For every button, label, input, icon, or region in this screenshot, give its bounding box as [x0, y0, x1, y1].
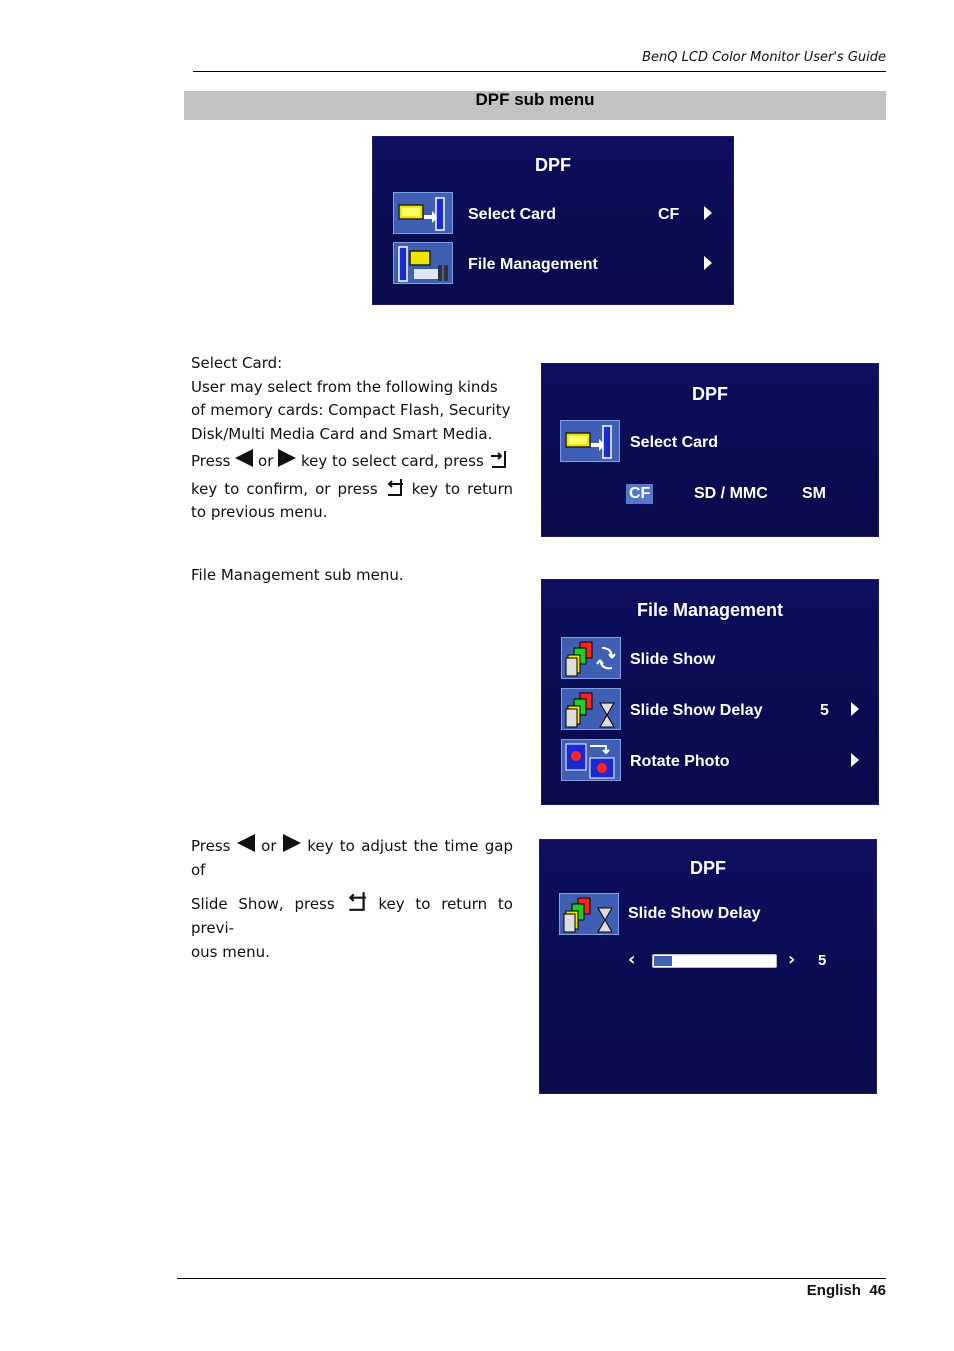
- menu-item-select-card[interactable]: Select Card: [468, 206, 557, 223]
- text-press: Press: [191, 452, 231, 470]
- card-option-sm[interactable]: SM: [802, 485, 826, 502]
- slide-show-delay-label: Slide Show Delay: [628, 905, 761, 922]
- select-card-label: Select Card: [630, 434, 719, 451]
- menu-item-slide-show[interactable]: Slide Show: [630, 651, 716, 668]
- osd-title: DPF: [692, 384, 728, 404]
- chevron-right-icon[interactable]: ›: [788, 949, 796, 970]
- section-title-bar: [184, 91, 886, 120]
- slider-value: 5: [818, 952, 827, 969]
- card-option-cf[interactable]: CF: [626, 484, 653, 504]
- right-arrow-key-icon: [283, 834, 301, 852]
- select-card-description: [191, 352, 513, 525]
- chevron-left-icon[interactable]: ‹: [628, 949, 636, 970]
- page-footer: [700, 1282, 886, 1299]
- text-adjust-time-gap: key to adjust the time gap of: [191, 837, 514, 879]
- osd-title: File Management: [636, 600, 784, 620]
- select-card-heading: Select Card:: [191, 354, 283, 372]
- right-arrow-icon: [704, 206, 712, 220]
- text-key-return: key to return to previous menu.: [191, 479, 513, 521]
- osd-slide-show-delay: [539, 839, 877, 1094]
- text-slide-show-press: Slide Show, press: [191, 895, 335, 913]
- text-key-select: key to select card, press: [300, 452, 484, 470]
- header-divider: [193, 71, 886, 72]
- slide-show-delay-value: 5: [820, 702, 829, 719]
- right-arrow-icon: [851, 753, 859, 767]
- footer-language: English: [806, 1282, 861, 1299]
- footer-divider: [177, 1278, 886, 1279]
- rotate-photo-icon: [561, 739, 621, 781]
- select-card-paragraph: User may select from the following kinds of memory cards: Compact Flash, Security Disk/Multi Media Card and Smart Media.: [191, 377, 511, 443]
- card-option-sd-mmc[interactable]: SD / MMC: [694, 485, 768, 502]
- osd-dpf-menu: [372, 136, 734, 305]
- file-management-caption: File Management sub menu.: [191, 566, 404, 584]
- osd-title: DPF: [690, 858, 726, 878]
- card-select-icon: [560, 420, 620, 462]
- osd-file-management: [541, 579, 879, 805]
- file-management-icon: [393, 242, 453, 284]
- text-key-confirm: key to confirm, or press: [191, 479, 378, 498]
- exit-key-icon: [346, 890, 368, 912]
- menu-item-slide-show-delay[interactable]: Slide Show Delay: [630, 702, 763, 719]
- exit-key-icon: [385, 477, 405, 497]
- text-or: or: [261, 837, 277, 855]
- menu-item-file-management[interactable]: File Management: [468, 256, 598, 273]
- slide-show-delay-icon: [559, 893, 619, 935]
- text-return-previous: key to return to previ-: [191, 895, 513, 937]
- select-card-value: CF: [658, 206, 680, 223]
- slide-show-delay-icon: [561, 688, 621, 730]
- left-arrow-key-icon: [237, 834, 255, 852]
- card-select-icon: [393, 192, 453, 234]
- slide-show-icon: [561, 637, 621, 679]
- section-title: DPF sub menu: [475, 90, 595, 109]
- left-arrow-key-icon: [235, 449, 253, 467]
- slide-show-delay-slider[interactable]: [652, 954, 777, 968]
- text-ous-menu: ous menu.: [191, 943, 270, 961]
- menu-item-rotate-photo[interactable]: Rotate Photo: [630, 753, 730, 770]
- right-arrow-icon: [704, 256, 712, 270]
- slide-show-delay-description: [191, 834, 513, 964]
- text-press: Press: [191, 837, 231, 855]
- enter-key-icon: [489, 449, 509, 469]
- page-number: 46: [869, 1282, 886, 1299]
- text-or: or: [258, 452, 274, 470]
- osd-title: DPF: [535, 155, 571, 175]
- right-arrow-key-icon: [278, 449, 296, 467]
- right-arrow-icon: [851, 702, 859, 716]
- slider-fill: [654, 956, 672, 966]
- page-header-title: BenQ LCD Color Monitor User's Guide: [642, 50, 886, 65]
- osd-select-card: [541, 363, 879, 537]
